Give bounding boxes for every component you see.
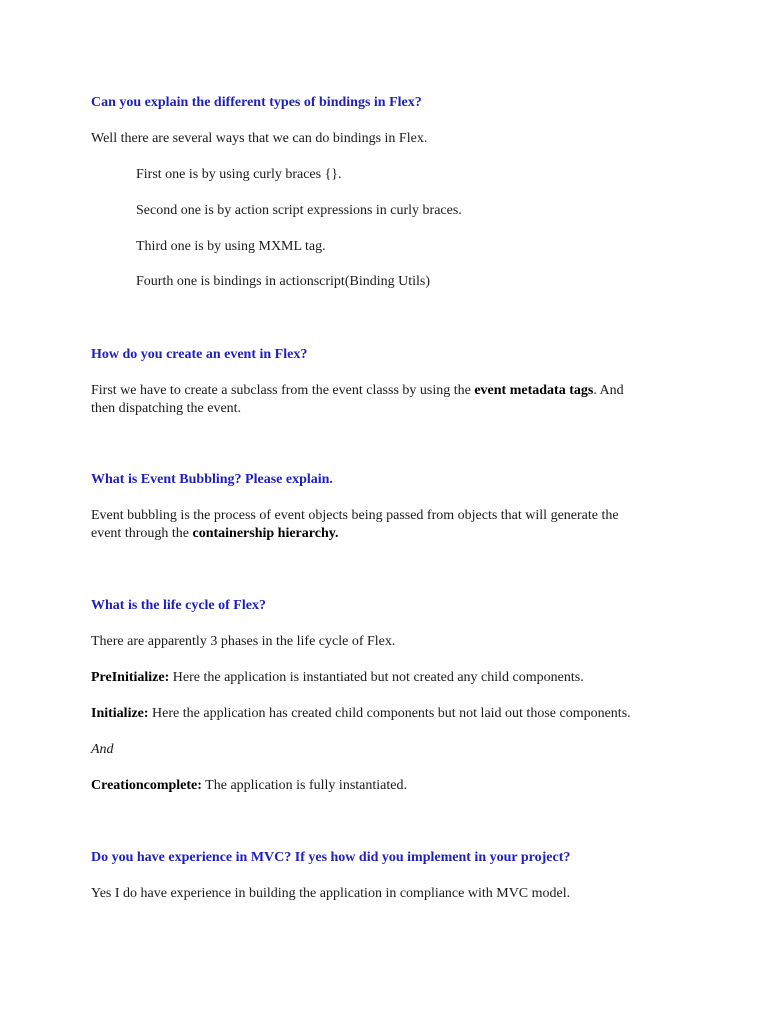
phase-text: The application is fully instantiated. xyxy=(201,778,407,793)
answer-life-cycle-intro: There are apparently 3 phases in the life cycle of Flex. xyxy=(91,634,396,649)
binding-item-4: Fourth one is bindings in actionscript(Binding Utils) xyxy=(136,274,430,289)
answer-bindings-intro: Well there are several ways that we can do bindings in Flex. xyxy=(91,131,428,146)
answer-text: event through the xyxy=(91,526,193,541)
answer-emphasis: event metadata tags xyxy=(474,383,594,398)
binding-item-3: Third one is by using MXML tag. xyxy=(136,239,326,254)
phase-preinitialize xyxy=(91,669,584,687)
question-create-event: How do you create an event in Flex? xyxy=(91,347,308,362)
phase-text: Here the application is instantiated but not created any child components. xyxy=(169,670,584,685)
question-life-cycle: What is the life cycle of Flex? xyxy=(91,598,266,613)
binding-item-2: Second one is by action script expressions in curly braces. xyxy=(136,203,462,218)
and-connector: And xyxy=(91,742,114,757)
question-mvc: Do you have experience in MVC? If yes how did you implement in your project? xyxy=(91,850,571,865)
binding-item-1: First one is by using curly braces {}. xyxy=(136,167,342,182)
question-event-bubbling: What is Event Bubbling? Please explain. xyxy=(91,472,333,487)
question-bindings: Can you explain the different types of bindings in Flex? xyxy=(91,95,422,110)
phase-term: PreInitialize: xyxy=(91,670,170,685)
phase-term: Creationcomplete: xyxy=(91,778,202,793)
answer-emphasis: containership hierarchy. xyxy=(192,526,339,541)
answer-bubbling-line-2 xyxy=(91,525,338,543)
answer-create-event-line-2: then dispatching the event. xyxy=(91,401,242,416)
phase-initialize xyxy=(91,705,631,723)
answer-mvc: Yes I do have experience in building the application in compliance with MVC model. xyxy=(91,886,571,901)
phase-text: Here the application has created child components but not laid out those components. xyxy=(148,706,631,721)
answer-text: First we have to create a subclass from the event classs by using the xyxy=(91,383,475,398)
answer-text: . And xyxy=(593,383,624,398)
phase-creationcomplete xyxy=(91,777,407,795)
phase-term: Initialize: xyxy=(91,706,149,721)
answer-create-event-line-1 xyxy=(91,382,624,400)
answer-bubbling-line-1: Event bubbling is the process of event objects being passed from objects that will generate the xyxy=(91,508,619,523)
